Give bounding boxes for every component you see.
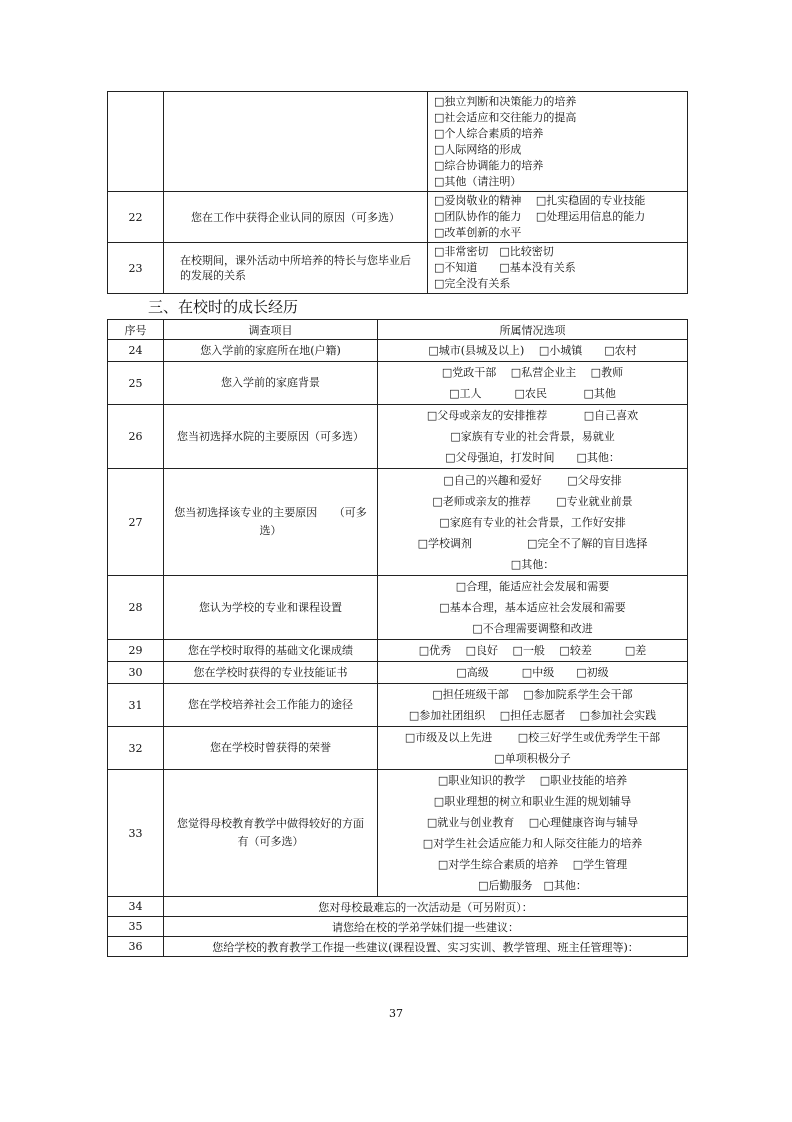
survey-question: 您在学校时获得的专业技能证书 [164, 662, 378, 684]
options-cell [378, 640, 688, 662]
option-line: □职业知识的教学 □职业技能的培养 [437, 774, 628, 787]
row-number: 33 [108, 770, 164, 897]
options-cell [378, 662, 688, 684]
options-cell [428, 192, 688, 243]
option-line: □其他： [510, 557, 555, 571]
option-line: □人际网络的形成 [434, 142, 522, 156]
option-line: □综合协调能力的培养 [434, 158, 544, 172]
header-item: 调查项目 [164, 320, 378, 340]
option-line: □工人 □农民 □其他 [449, 387, 616, 400]
table-row [108, 405, 688, 469]
option-line: □职业理想的树立和职业生涯的规划辅导 [433, 795, 632, 808]
row-number: 31 [108, 684, 164, 727]
row-number: 24 [108, 340, 164, 362]
survey-question [164, 92, 428, 192]
survey-question: 您当初选择该专业的主要原因 （可多选） [164, 469, 378, 576]
option-line: □独立判断和决策能力的培养 [434, 94, 577, 108]
open-question: 您对母校最难忘的一次活动是（可另附页）： [164, 897, 688, 917]
option-line: □个人综合素质的培养 [434, 126, 544, 140]
option-line: □党政干部 □私营企业主 □教师 [441, 366, 624, 379]
table-row [108, 662, 688, 684]
option-line: □参加社团组织 □担任志愿者 □参加社会实践 [408, 709, 657, 722]
table-row [108, 640, 688, 662]
option-line: □家族有专业的社会背景，易就业 [450, 430, 615, 443]
row-number [108, 92, 164, 192]
option-line: □家庭有专业的社会背景，工作好安排 [439, 515, 626, 529]
option-line: □学校调剂 □完全不了解的盲目选择 [417, 536, 648, 550]
table-row [108, 727, 688, 770]
survey-question: 您当初选择水院的主要原因（可多选） [164, 405, 378, 469]
option-line: □不合理需要调整和改进 [472, 622, 593, 635]
table-row [108, 897, 688, 917]
row-number: 23 [108, 243, 164, 294]
row-number: 36 [108, 937, 164, 957]
page-number: 37 [389, 1007, 403, 1020]
option-line: □非常密切 □比较密切 [434, 245, 554, 258]
table-row [108, 92, 688, 192]
options-cell [378, 362, 688, 405]
row-number: 34 [108, 897, 164, 917]
row-number: 30 [108, 662, 164, 684]
survey-question: 您觉得母校教育教学中做得较好的方面有（可多选） [164, 770, 378, 897]
option-line: □爱岗敬业的精神 □扎实稳固的专业技能 [434, 194, 646, 207]
survey-table-continued [107, 91, 688, 294]
option-line: □优秀 □良好 □一般 □较差 □差 [418, 644, 647, 657]
survey-question: 您入学前的家庭所在地(户籍) [164, 340, 378, 362]
options-cell [428, 243, 688, 294]
row-number: 27 [108, 469, 164, 576]
table-row [108, 937, 688, 957]
options-cell [378, 684, 688, 727]
option-line: □就业与创业教育 □心理健康咨询与辅导 [426, 816, 639, 829]
option-line: □改革创新的水平 [434, 226, 522, 239]
table-row [108, 917, 688, 937]
options-cell [378, 469, 688, 576]
table-row [108, 340, 688, 362]
row-number: 35 [108, 917, 164, 937]
option-line: □基本合理，基本适应社会发展和需要 [439, 601, 626, 614]
survey-question: 您入学前的家庭背景 [164, 362, 378, 405]
open-question: 请您给在校的学弟学妹们提一些建议： [164, 917, 688, 937]
survey-question: 您在工作中获得企业认同的原因（可多选） [164, 192, 428, 243]
row-number: 25 [108, 362, 164, 405]
survey-question: 您在学校时曾获得的荣誉 [164, 727, 378, 770]
option-line: □后勤服务 □其他： [478, 879, 587, 892]
table-row [108, 770, 688, 897]
row-number: 22 [108, 192, 164, 243]
survey-question: 您在学校时取得的基础文化课成绩 [164, 640, 378, 662]
option-line: □父母强迫，打发时间 □其他： [445, 451, 620, 464]
row-number: 26 [108, 405, 164, 469]
row-number: 29 [108, 640, 164, 662]
option-line: □社会适应和交往能力的提高 [434, 110, 577, 124]
option-line: □市级及以上先进 □校三好学生或优秀学生干部 [404, 731, 661, 744]
options-cell [378, 576, 688, 640]
option-line: □老师或亲友的推荐 □专业就业前景 [432, 494, 633, 508]
table-header-row [108, 320, 688, 340]
options-cell [378, 340, 688, 362]
option-line: □不知道 □基本没有关系 [434, 261, 576, 274]
table-row [108, 684, 688, 727]
option-line: □对学生社会适应能力和人际交往能力的培养 [422, 837, 643, 850]
option-line: □完全没有关系 [434, 277, 511, 290]
option-line: □团队协作的能力 □处理运用信息的能力 [434, 210, 646, 223]
table-row [108, 243, 688, 294]
option-line: □自己的兴趣和爱好 □父母安排 [443, 473, 622, 487]
row-number: 32 [108, 727, 164, 770]
option-line: □其他（请注明） [434, 174, 522, 188]
table-row [108, 469, 688, 576]
options-cell [378, 405, 688, 469]
survey-question: 您认为学校的专业和课程设置 [164, 576, 378, 640]
section-title: 三、在校时的成长经历 [148, 298, 299, 316]
table-row [108, 362, 688, 405]
option-line: □对学生综合素质的培养 □学生管理 [437, 858, 628, 871]
option-line: □合理，能适应社会发展和需要 [455, 580, 610, 593]
option-line: □单项积极分子 [494, 752, 571, 765]
options-cell [378, 727, 688, 770]
header-number: 序号 [108, 320, 164, 340]
option-line: □担任班级干部 □参加院系学生会干部 [432, 688, 633, 701]
survey-question: 您在学校培养社会工作能力的途径 [164, 684, 378, 727]
option-line: □城市(县城及以上) □小城镇 □农村 [428, 344, 637, 357]
options-cell [428, 92, 688, 192]
header-options: 所属情况选项 [378, 320, 688, 340]
option-line: □父母或亲友的安排推荐 □自己喜欢 [426, 409, 639, 422]
row-number: 28 [108, 576, 164, 640]
open-question: 您给学校的教育教学工作提一些建议(课程设置、实习实训、教学管理、班主任管理等)： [164, 937, 688, 957]
option-line: □高级 □中级 □初级 [456, 666, 609, 679]
survey-table [107, 319, 688, 957]
table-row [108, 192, 688, 243]
table-row [108, 576, 688, 640]
options-cell [378, 770, 688, 897]
survey-question: 在校期间，课外活动中所培养的特长与您毕业后的发展的关系 [164, 243, 428, 294]
